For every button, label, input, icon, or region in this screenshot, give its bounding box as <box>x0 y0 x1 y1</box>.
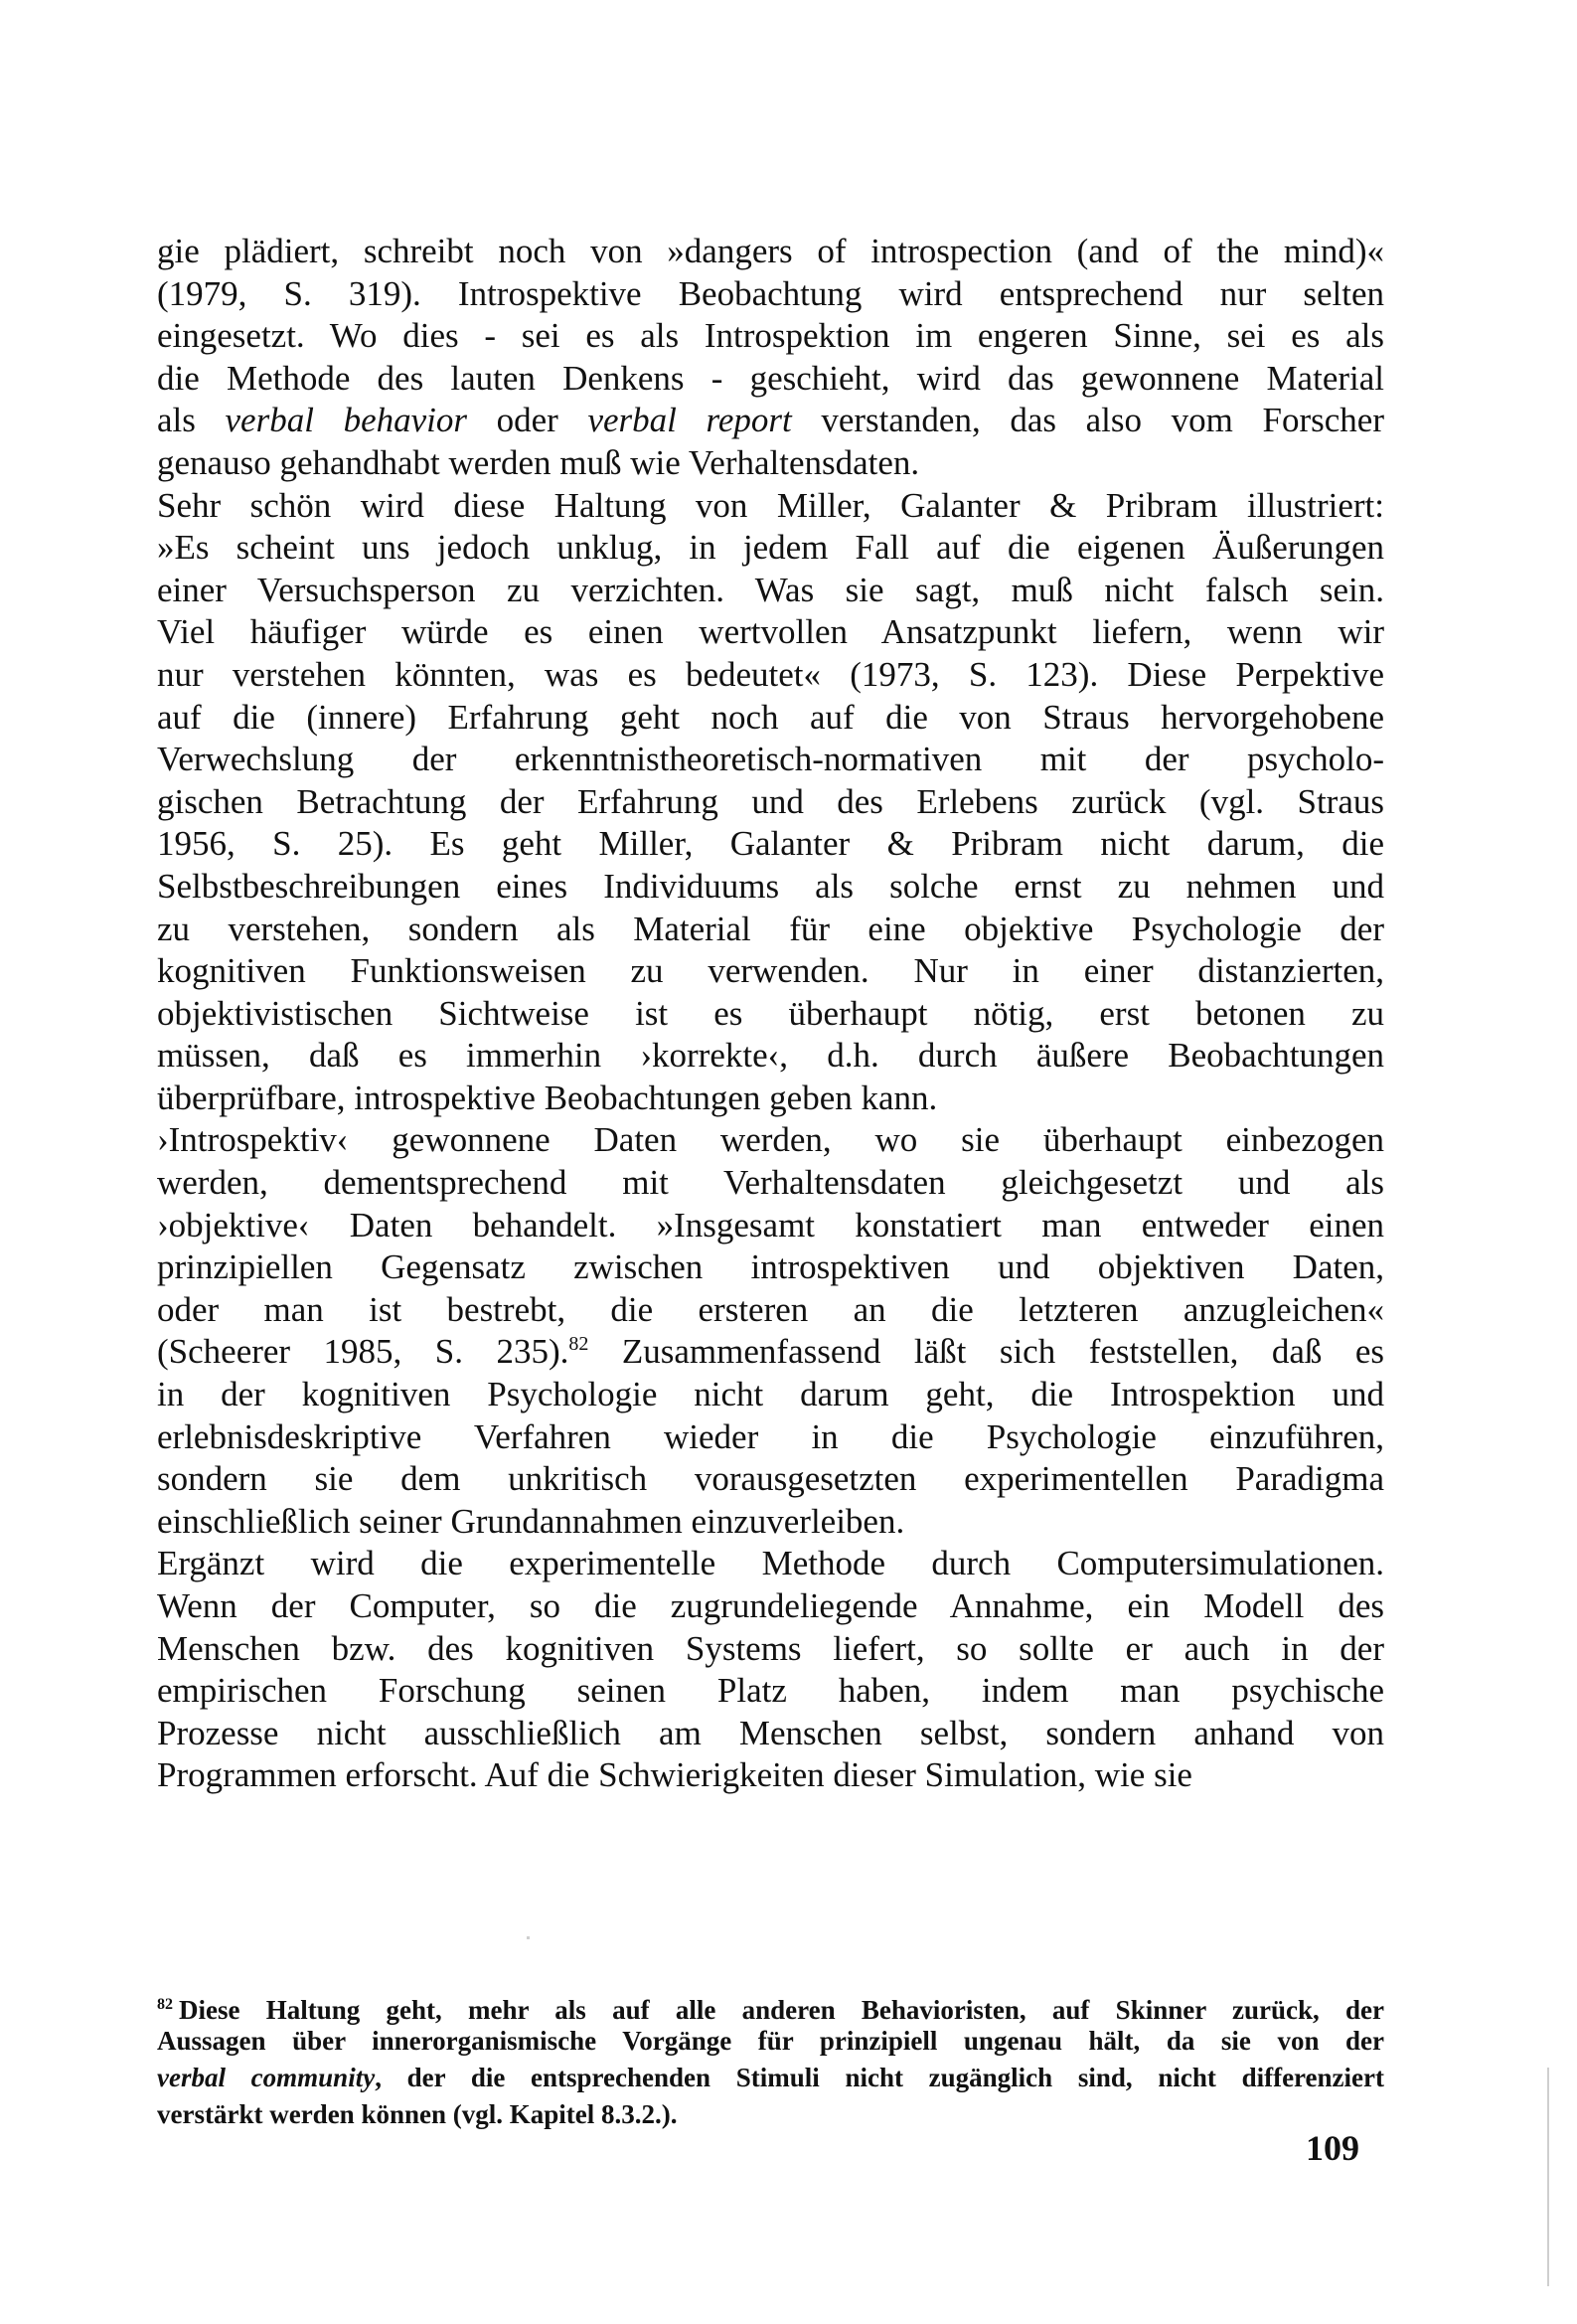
text-line: Menschen bzw. des kognitiven Systems liefert, so sollte er auch in der <box>157 1628 1384 1668</box>
text-line: nur verstehen könnten, was es bedeutet« (1973, S. 123). Diese Perpektive <box>157 654 1384 694</box>
text-line: Sehr schön wird diese Haltung von Miller, Galanter & Pribram illustriert: <box>157 485 1384 525</box>
text-segment: oder <box>466 401 588 440</box>
page-number: 109 <box>1306 2128 1359 2168</box>
text-line: (1979, S. 319). Introspektive Beobachtung wird entsprechend nur selten <box>157 273 1384 313</box>
text-line: müssen, daß es immerhin ›korrekte‹, d.h. durch äußere Beobachtungen <box>157 1036 1384 1076</box>
text-line: Wenn der Computer, so die zugrundeliegende Annahme, ein Modell des <box>157 1586 1384 1625</box>
text-line: Viel häufiger würde es einen wertvollen Ansatzpunkt liefern, wenn wir <box>157 612 1384 652</box>
text-line: empirischen Forschung seinen Platz haben, indem man psychische <box>157 1671 1384 1711</box>
scan-edge-mark <box>1547 2068 1549 2286</box>
text-segment: (Scheerer 1985, S. 235). <box>157 1332 569 1372</box>
text-segment: als <box>157 401 226 440</box>
text-line <box>157 400 1384 442</box>
text-line: ›Introspektiv‹ gewonnene Daten werden, wo sie überhaupt einbezogen <box>157 1120 1384 1160</box>
text-line: überprüfbare, introspektive Beobachtungen geben kann. <box>157 1078 938 1117</box>
text-line: Prozesse nicht ausschließlich am Menschen selbst, sondern anhand von <box>157 1713 1384 1752</box>
emphasis-term: verbal report <box>587 401 792 440</box>
footnote <box>157 1986 1384 2133</box>
text-line: Selbstbeschreibungen eines Individuums als solche ernst zu nehmen und <box>157 866 1384 906</box>
footnote-marker: 82 <box>157 1996 173 2013</box>
text-line: prinzipiellen Gegensatz zwischen introspektiven und objektiven Daten, <box>157 1247 1384 1287</box>
text-line: werden, dementsprechend mit Verhaltensdaten gleichgesetzt und als <box>157 1163 1384 1203</box>
text-segment: Zusammenfassend läßt sich feststellen, daß es <box>588 1332 1384 1372</box>
text-line <box>157 1331 1384 1374</box>
footnote-reference: 82 <box>568 1333 589 1356</box>
text-line: gie plädiert, schreibt noch von »dangers of introspection (and of the mind)« <box>157 232 1384 270</box>
footnote-line: verstärkt werden können (vgl. Kapitel 8.3.2.). <box>157 2099 678 2129</box>
footnote-emphasis: verbal community <box>157 2063 376 2092</box>
text-line: einer Versuchsperson zu verzichten. Was sie sagt, muß nicht falsch sein. <box>157 570 1384 609</box>
body-text <box>157 231 1384 1797</box>
scan-speck <box>527 1936 530 1939</box>
text-line: Ergänzt wird die experimentelle Methode durch Computersimulationen. <box>157 1544 1384 1583</box>
footnote-line <box>157 2060 1384 2096</box>
footnote-text: Diese Haltung geht, mehr als auf alle anderen Behavioristen, auf Skinner zurück, der <box>179 1995 1384 2025</box>
text-line: 1956, S. 25). Es geht Miller, Galanter & Pribram nicht darum, die <box>157 824 1384 864</box>
footnote-text: , der die entsprechenden Stimuli nicht zugänglich sind, nicht differenziert <box>375 2063 1385 2092</box>
text-line: in der kognitiven Psychologie nicht darum geht, die Introspektion und <box>157 1375 1384 1414</box>
text-segment: verstanden, das also vom Forscher <box>791 401 1384 440</box>
text-line: Programmen erforscht. Auf die Schwierigkeiten dieser Simulation, wie sie <box>157 1755 1192 1795</box>
text-line: einschließlich seiner Grundannahmen einzuverleiben. <box>157 1501 905 1541</box>
text-line: oder man ist bestrebt, die ersteren an die letzteren anzugleichen« <box>157 1289 1384 1329</box>
text-line: objektivistischen Sichtweise ist es überhaupt nötig, erst betonen zu <box>157 993 1384 1033</box>
text-line: gischen Betrachtung der Erfahrung und des Erlebens zurück (vgl. Straus <box>157 781 1384 821</box>
text-line: genauso gehandhabt werden muß wie Verhaltensdaten. <box>157 442 920 482</box>
text-line: eingesetzt. Wo dies - sei es als Introspektion im engeren Sinne, sei es als <box>157 316 1384 356</box>
footnote-line <box>157 1986 1384 2023</box>
text-line: auf die (innere) Erfahrung geht noch auf die von Straus hervorgehobene <box>157 697 1384 737</box>
text-line: erlebnisdeskriptive Verfahren wieder in die Psychologie einzuführen, <box>157 1416 1384 1456</box>
text-line: kognitiven Funktionsweisen zu verwenden. Nur in einer distanzierten, <box>157 951 1384 991</box>
emphasis-term: verbal behavior <box>225 401 467 440</box>
footnote-line: Aussagen über innerorganismische Vorgänge für prinzipiell ungenau hält, da sie von der <box>157 2026 1384 2056</box>
text-line: sondern sie dem unkritisch vorausgesetzten experimentellen Paradigma <box>157 1459 1384 1499</box>
text-line: die Methode des lauten Denkens - geschieht, wird das gewonnene Material <box>157 358 1384 398</box>
text-line: »Es scheint uns jedoch unklug, in jedem Fall auf die eigenen Äußerungen <box>157 528 1384 568</box>
text-line: ›objektive‹ Daten behandelt. »Insgesamt konstatiert man entweder einen <box>157 1205 1384 1245</box>
text-line: Verwechslung der erkenntnistheoretisch-normativen mit der psycholo- <box>157 740 1384 779</box>
text-line: zu verstehen, sondern als Material für eine objektive Psychologie der <box>157 909 1384 948</box>
